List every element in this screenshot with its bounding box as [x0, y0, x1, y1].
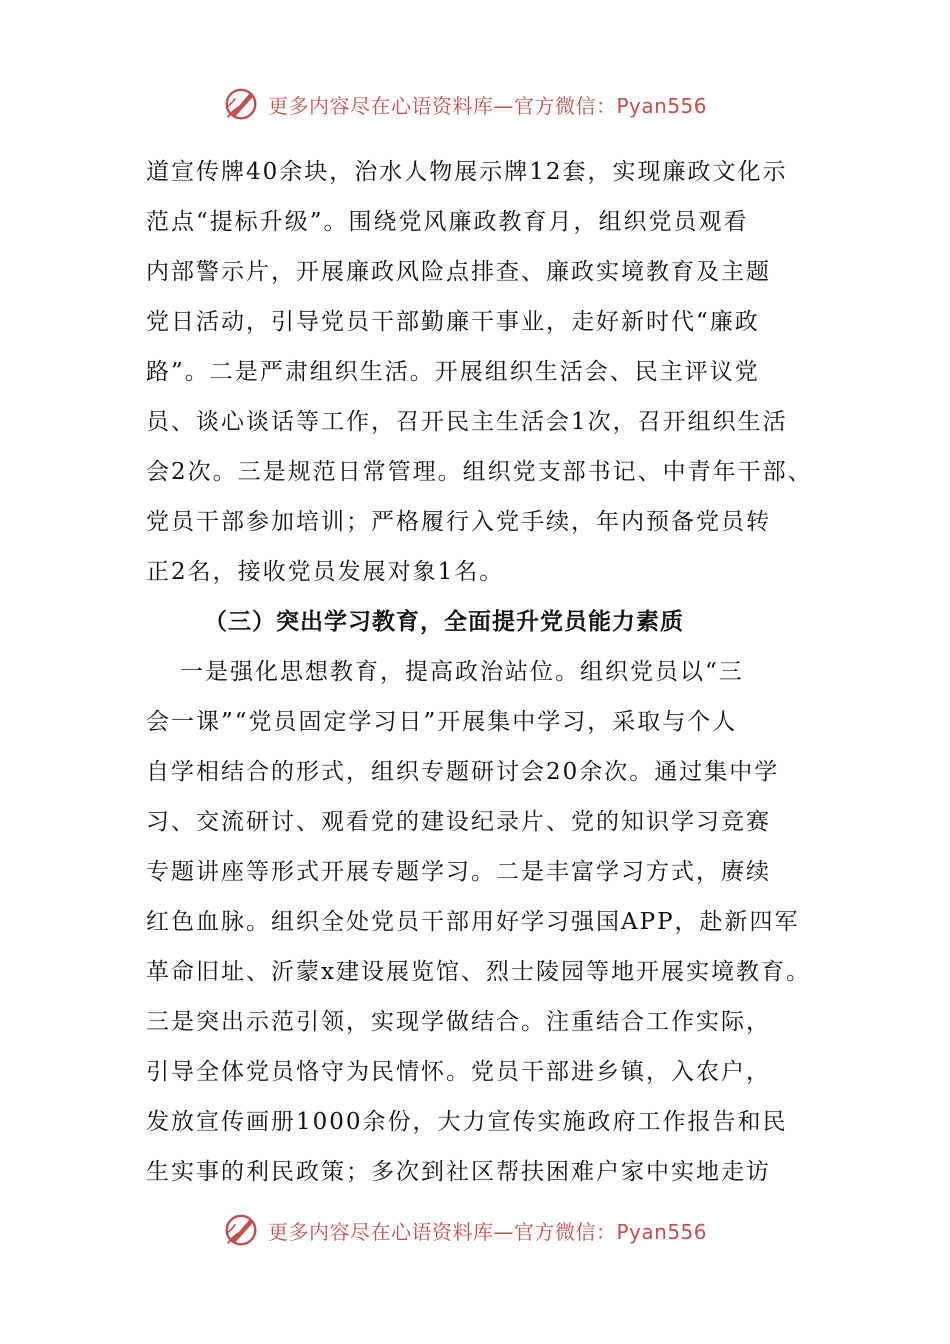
paragraph-line: 内部警示片，开展廉政风险点排查、廉政实境教育及主题: [146, 259, 771, 285]
paragraph-line: 红色血脉。组织全处党员干部用好学习强国APP，赴新四军: [146, 909, 800, 935]
paragraph-line: 道宣传牌40余块，治水人物展示牌12套，实现廉政文化示: [146, 159, 788, 185]
pen-circle-logo-icon: [222, 85, 260, 123]
paragraph-line: 会一课”“党员固定学习日”开展集中学习，采取与个人: [146, 709, 738, 735]
paragraph-line: 引导全体党员恪守为民情怀。党员干部进乡镇，入农户，: [146, 1059, 771, 1085]
paragraph-line: 发放宣传画册1000余份，大力宣传实施政府工作报告和民: [146, 1109, 788, 1135]
paragraph-line: 正2名，接收党员发展对象1名。: [146, 559, 505, 585]
paragraph-line: 路”。二是严肃组织生活。开展组织生活会、民主评议党: [146, 359, 760, 385]
paragraph-line: 习、交流研讨、观看党的建设纪录片、党的知识学习竞赛: [146, 809, 771, 835]
section-heading: （三）突出学习教育，全面提升党员能力素质: [204, 609, 684, 635]
document-body: [146, 147, 826, 1197]
paragraph-line: 自学相结合的形式，组织专题研讨会20余次。通过集中学: [146, 759, 780, 785]
paragraph-line: 党日活动，引导党员干部勤廉干事业，走好新时代“廉政: [146, 309, 760, 335]
header-banner-text: 更多内容尽在心语资料库—官方微信：Pyan556: [268, 93, 708, 118]
paragraph-line: 三是突出示范引领，实现学做结合。注重结合工作实际，: [146, 1009, 771, 1035]
paragraph-line: 生实事的利民政策；多次到社区帮扶困难户家中实地走访: [146, 1159, 771, 1185]
paragraph-line: 专题讲座等形式开展专题学习。二是丰富学习方式，赓续: [146, 859, 771, 885]
pen-circle-logo-icon: [222, 1211, 260, 1249]
paragraph-line: 革命旧址、沂蒙x建设展览馆、烈士陵园等地开展实境教育。: [146, 959, 811, 985]
footer-banner: [222, 1210, 707, 1250]
paragraph-line: 一是强化思想教育，提高政治站位。组织党员以“三: [180, 659, 744, 685]
paragraph-line: 党员干部参加培训；严格履行入党手续，年内预备党员转: [146, 509, 771, 535]
paragraph-line: 会2次。三是规范日常管理。组织党支部书记、中青年干部、: [146, 459, 813, 485]
footer-banner-text: 更多内容尽在心语资料库—官方微信：Pyan556: [268, 1219, 708, 1244]
paragraph-line: 员、谈心谈话等工作，召开民主生活会1次，召开组织生活: [146, 409, 788, 435]
header-banner: [222, 84, 707, 124]
paragraph-line: 范点“提标升级”。围绕党风廉政教育月，组织党员观看: [146, 209, 749, 235]
